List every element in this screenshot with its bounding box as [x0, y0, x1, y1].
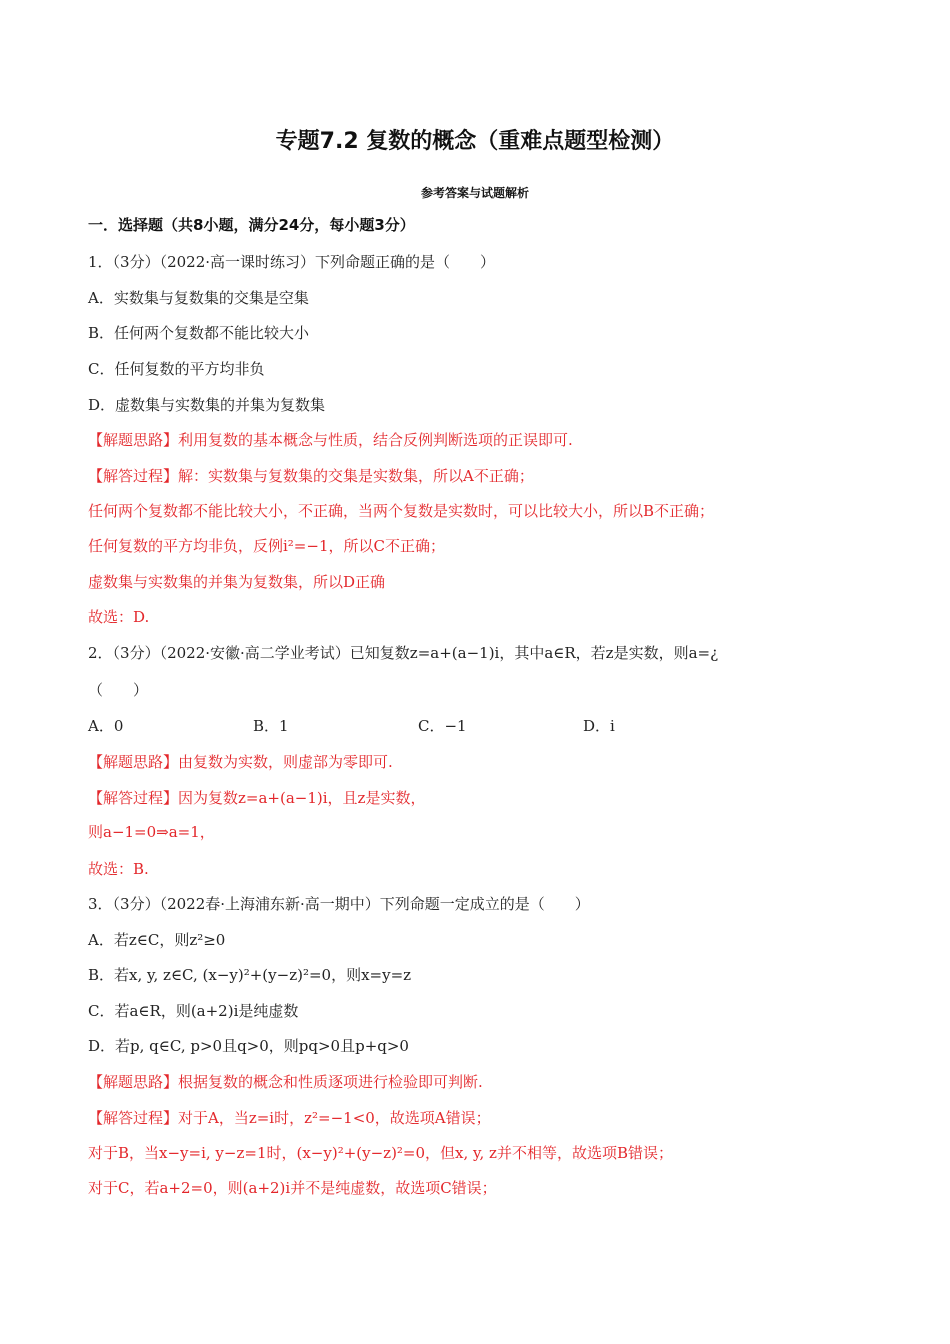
- text-line: 故选：D.: [88, 608, 150, 626]
- answer-option: A．0: [88, 717, 124, 735]
- text-line: 任何复数的平方均非负，反例i²=−1，所以C不正确；: [88, 537, 445, 555]
- answer-option: B．1: [253, 717, 289, 735]
- text-line: A．若z∈C，则z²≥0: [88, 931, 226, 949]
- text-line: 对于C，若a+2=0，则(a+2)i并不是纯虚数，故选项C错误；: [88, 1179, 497, 1197]
- text-line: 1．（3分）（2022·高一课时练习）下列命题正确的是（ ）: [88, 253, 496, 271]
- answer-option: D．i: [583, 717, 615, 735]
- text-line: B．若x, y, z∈C, (x−y)²+(y−z)²=0，则x=y=z: [88, 966, 412, 984]
- text-line: A．实数集与复数集的交集是空集: [88, 289, 309, 307]
- answer-option: C．−1: [418, 717, 467, 735]
- text-line: 故选：B.: [88, 860, 149, 878]
- text-line: 任何两个复数都不能比较大小，不正确，当两个复数是实数时，可以比较大小，所以B不正确；: [88, 502, 715, 520]
- text-line: 【解题思路】根据复数的概念和性质逐项进行检验即可判断.: [88, 1073, 483, 1091]
- page-title: 专题7.2 复数的概念（重难点题型检测）: [275, 129, 675, 154]
- text-line: （ ）: [88, 681, 149, 699]
- text-line: 2．（3分）（2022·安徽·高二学业考试）已知复数z=a+(a−1)i，其中a∈R，若z是实数，则a=¿: [88, 644, 719, 662]
- text-line: C．若a∈R，则(a+2)i是纯虚数: [88, 1002, 299, 1020]
- text-line: 【解答过程】因为复数z=a+(a−1)i，且z是实数，: [88, 789, 426, 807]
- text-line: 【解答过程】解：实数集与复数集的交集是实数集，所以A不正确；: [88, 467, 534, 485]
- section-heading: 一．选择题（共8小题，满分24分，每小题3分）: [88, 216, 415, 234]
- text-line: 【解题思路】利用复数的基本概念与性质，结合反例判断选项的正误即可.: [88, 431, 573, 449]
- text-line: 【解答过程】对于A，当z=i时，z²=−1<0，故选项A错误；: [88, 1109, 491, 1127]
- text-line: C．任何复数的平方均非负: [88, 360, 265, 378]
- text-line: D．若p, q∈C, p>0且q>0，则pq>0且p+q>0: [88, 1037, 409, 1055]
- text-line: 虚数集与实数集的并集为复数集，所以D正确: [88, 573, 386, 591]
- text-line: 对于B，当x−y=i, y−z=1时，(x−y)²+(y−z)²=0，但x, y, z并不相等，故选项B错误；: [88, 1144, 673, 1162]
- text-line: 3．（3分）（2022春·上海浦东新·高一期中）下列命题一定成立的是（ ）: [88, 895, 590, 913]
- text-line: 则a−1=0⇒a=1，: [88, 823, 215, 841]
- text-line: B．任何两个复数都不能比较大小: [88, 324, 310, 342]
- text-line: D．虚数集与实数集的并集为复数集: [88, 396, 326, 414]
- text-line: 【解题思路】由复数为实数，则虚部为零即可.: [88, 753, 393, 771]
- page-subtitle: 参考答案与试题解析: [420, 186, 529, 200]
